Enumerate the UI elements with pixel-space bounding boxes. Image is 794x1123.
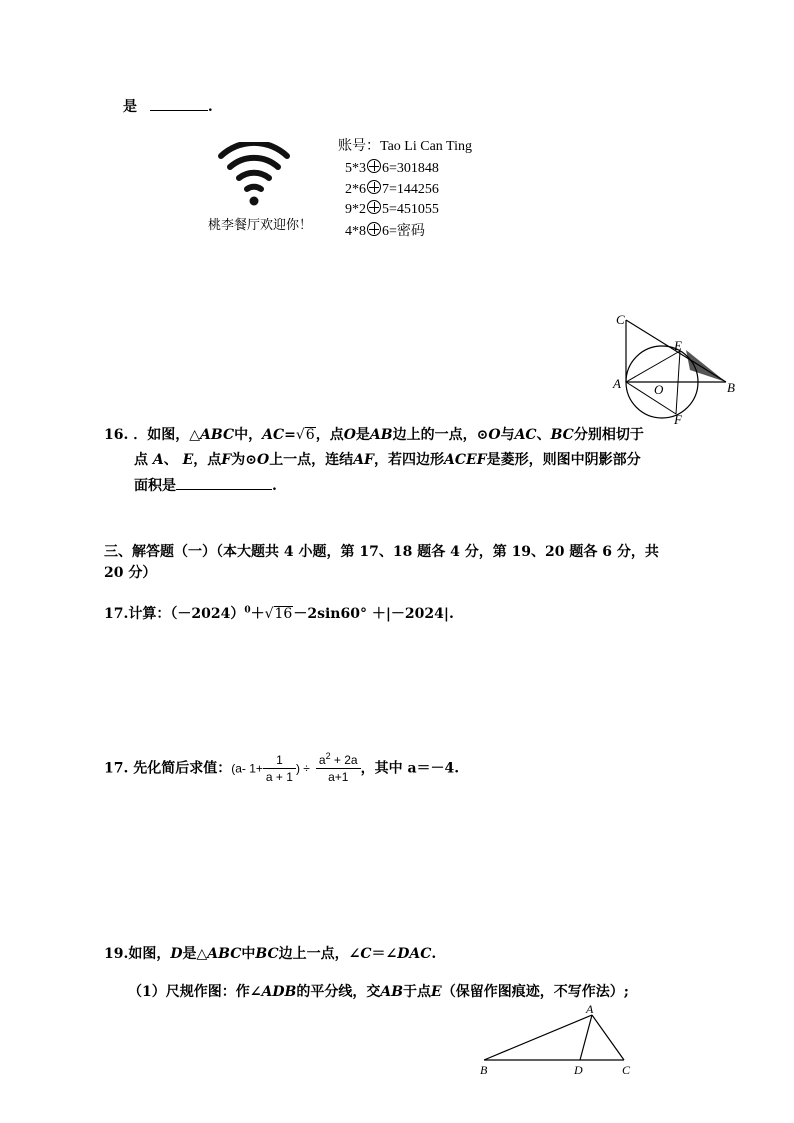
fraction-2: $\frac{a^2 + 2a}{a+1}$ (316, 752, 361, 785)
wifi-equation-1: 5*3 6=301848 (345, 161, 439, 176)
q19-stem: 19.如图，D是△ABC中BC边上一点，∠C＝∠DAC. (104, 946, 437, 962)
figure-q16 (610, 310, 740, 430)
answer-blank (150, 96, 208, 111)
circled-plus-icon (367, 180, 381, 194)
circled-plus-icon (367, 222, 381, 236)
label-a: A (586, 1002, 594, 1016)
fraction-1: $\frac{1}{a + 1}$ (263, 752, 296, 785)
figure-q19 (472, 1000, 642, 1080)
label-b: B (480, 1063, 488, 1077)
wifi-equation-4: 4*8 6=密码 (345, 224, 425, 239)
circled-plus-icon (367, 159, 381, 173)
q16-line-1: 16. ．如图，△ABC中，AC=√6，点O是AB边上的一点，⊙O与AC、BC分别相切于 (104, 427, 644, 443)
label-e: E (674, 338, 682, 353)
sqrt-16: 16 (274, 606, 293, 622)
label-f: F (674, 412, 682, 427)
wifi-icon (216, 142, 292, 208)
section-3-header-line-1: 三、解答题（一）（本大题共 4 小题，第 17、18 题各 4 分，第 19、20 题各 6 分，共 (104, 544, 659, 560)
sqrt-6: 6 (305, 427, 315, 443)
q17-simplify: 17. 先化简后求值：(a- 1+ $\frac{1}{a + 1}$ ) ÷ $\frac{a^2 + 2a}{a+1}$ ，其中 a＝－4. (104, 751, 460, 784)
wifi-welcome-text: 桃李餐厅欢迎你！ (208, 218, 313, 233)
q19-part-1: （1）尺规作图：作∠ADB的平分线，交AB于点E（保留作图痕迹，不写作法）; (128, 984, 629, 1000)
label-o: O (654, 382, 664, 397)
top-answer-line (123, 96, 213, 117)
answer-blank (176, 475, 272, 490)
wifi-equation-3: 9*2 5=451055 (345, 202, 439, 217)
q16-line-3: 面积是 . (134, 475, 277, 496)
circled-plus-icon (367, 200, 381, 214)
label-c: C (616, 312, 625, 327)
label-b: B (727, 380, 735, 395)
q16-line-2: 点 A、 E，点F为⊙O上一点，连结AF，若四边形ACEF是菱形，则图中阴影部分 (134, 452, 641, 468)
q17-calc: 17.计算：$(-2024)^0+√16-2\sin 60^\circ +|-2024|$. (104, 605, 454, 622)
top-suffix: . (207, 99, 213, 115)
wifi-equation-2: 2*6 7=144256 (345, 182, 439, 197)
section-3-header-line-2: 20 分） (104, 565, 157, 581)
shaded-region (686, 350, 726, 382)
label-a: A (613, 376, 621, 391)
top-prefix: 是 (123, 99, 137, 115)
wifi-account: 账号：Tao Li Can Ting (338, 139, 472, 154)
label-d: D (574, 1063, 583, 1077)
label-c: C (622, 1063, 631, 1077)
